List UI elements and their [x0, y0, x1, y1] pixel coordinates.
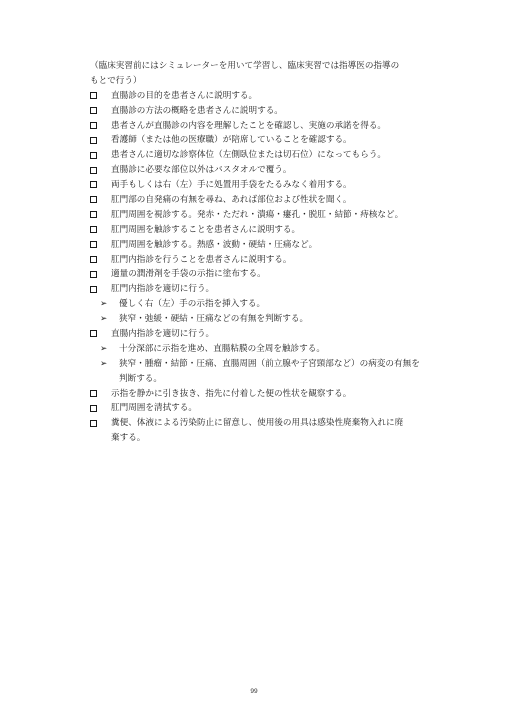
- checkbox-icon: [90, 226, 97, 233]
- page-number: 99: [250, 688, 258, 695]
- sub-point-continuation: 判断する。: [119, 373, 162, 384]
- sub-point: ➢ 優しく右（左）手の示指を挿入する。: [90, 297, 450, 312]
- checkbox-icon: [90, 92, 97, 99]
- checkbox-icon: [90, 390, 97, 397]
- checklist-item: 患者さんに適切な診察体位（左側臥位または切石位）になってもらう。: [90, 148, 450, 163]
- sub-point: ➢ 狭窄・腫瘤・結節・圧痛、直腸周囲（前立腺や子宮頸部など）の病変の有無を: [90, 357, 450, 372]
- arrow-bullet-icon: ➢: [100, 343, 108, 354]
- checklist-item: 直腸診に必要な部位以外はバスタオルで覆う。: [90, 163, 450, 178]
- checkbox-icon: [90, 405, 97, 412]
- checkbox-icon: [90, 196, 97, 203]
- arrow-bullet-icon: ➢: [100, 358, 108, 369]
- checkbox-icon: [90, 107, 97, 114]
- checklist-item: 肛門部の自発痛の有無を尋ね、あれば部位および性状を聞く。: [90, 193, 450, 208]
- checklist-item: 直腸診の目的を患者さんに説明する。: [90, 89, 450, 104]
- checkbox-icon: [90, 256, 97, 263]
- checklist-item: 肛門周囲を視診する。発赤・ただれ・潰瘍・瘻孔・脱肛・結節・痔核など。: [90, 208, 450, 223]
- checklist-item: 肛門周囲を触診することを患者さんに説明する。: [90, 223, 450, 238]
- checkbox-icon: [90, 286, 97, 293]
- sub-point: ➢ 狭窄・弛緩・硬結・圧痛などの有無を判断する。: [90, 312, 450, 327]
- checkbox-icon: [90, 152, 97, 159]
- checkbox-icon: [90, 330, 97, 337]
- arrow-bullet-icon: ➢: [100, 314, 108, 325]
- checklist-item: 示指を静かに引き抜き、指先に付着した便の性状を観察する。: [90, 387, 450, 402]
- checklist-item: 肛門周囲を触診する。熱感・波動・硬結・圧痛など。: [90, 238, 450, 253]
- checkbox-icon: [90, 420, 97, 427]
- checkbox-icon: [90, 211, 97, 218]
- checklist-item: 直腸診の方法の概略を患者さんに説明する。: [90, 104, 450, 119]
- checkbox-icon: [90, 271, 97, 278]
- checkbox-icon: [90, 122, 97, 129]
- checklist-item: 患者さんが直腸診の内容を理解したことを確認し、実施の承諾を得る。: [90, 119, 450, 134]
- intro-line-2: もとで行う）: [90, 75, 142, 86]
- checklist-item: 直腸内指診を適切に行う。: [90, 327, 450, 342]
- arrow-bullet-icon: ➢: [100, 299, 108, 310]
- checkbox-icon: [90, 241, 97, 248]
- checklist-item: 両手もしくは右（左）手に処置用手袋をたるみなく着用する。: [90, 178, 450, 193]
- procedure-checklist: [90, 59, 450, 446]
- checklist-item: 肛門内指診を適切に行う。: [90, 282, 450, 297]
- checklist-item: 肛門周囲を清拭する。: [90, 401, 450, 416]
- checklist-item: 肛門内指診を行うことを患者さんに説明する。: [90, 253, 450, 268]
- checkbox-icon: [90, 181, 97, 188]
- sub-point: ➢ 十分深部に示指を進め、直腸粘膜の全周を触診する。: [90, 342, 450, 357]
- checklist-item-continuation: 棄する。: [111, 433, 146, 444]
- checkbox-icon: [90, 167, 97, 174]
- checklist-item: 糞便、体液による汚染防止に留意し、使用後の用具は感染性廃棄物入れに廃: [90, 416, 450, 431]
- checkbox-icon: [90, 137, 97, 144]
- intro-line-1: （臨床実習前にはシミュレーターを用いて学習し、臨床実習では指導医の指導の: [90, 61, 400, 71]
- checklist-item: 適量の潤滑剤を手袋の示指に塗布する。: [90, 267, 450, 282]
- checklist-item: 看護師（または他の医療職）が陪席していることを確認する。: [90, 133, 450, 148]
